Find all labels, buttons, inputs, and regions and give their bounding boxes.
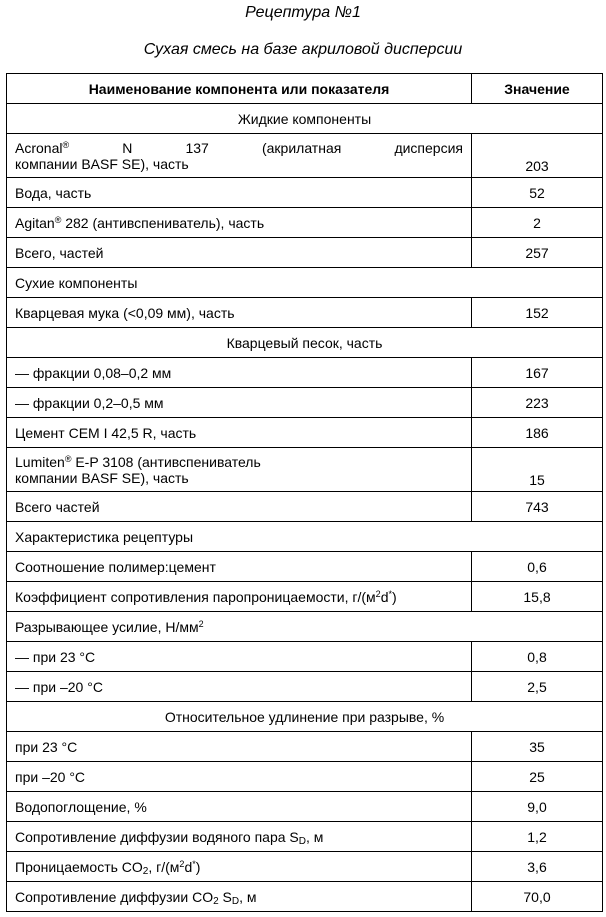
table-row	[7, 418, 603, 448]
row-cement-label: Цемент CEM I 42,5 R, часть	[7, 418, 472, 448]
row-fraction2-label: — фракции 0,2–0,5 мм	[7, 388, 472, 418]
row-fraction1-value: 167	[472, 358, 603, 388]
section-tensile: Разрывающее усилие, $Н/мм^2$	[7, 612, 603, 642]
table-row	[7, 492, 603, 522]
row-elong-m20-label: при –20 °С	[7, 762, 472, 792]
header-component: Наименование компонента или показателя	[7, 74, 472, 104]
row-ratio-label: Соотношение полимер:цемент	[7, 552, 472, 582]
row-water-value: 52	[472, 178, 603, 208]
row-elong-23-value: 35	[472, 732, 603, 762]
section-row	[7, 328, 603, 358]
section-row	[7, 268, 603, 298]
recipe-title: Рецептура №1	[245, 4, 361, 21]
row-water-abs-label: Водопоглощение, %	[7, 792, 472, 822]
table-row	[7, 552, 603, 582]
section-row	[7, 522, 603, 552]
row-fraction2-value: 223	[472, 388, 603, 418]
table-row	[7, 582, 603, 612]
section-row	[7, 612, 603, 642]
recipe-table	[6, 73, 603, 912]
section-row	[7, 702, 603, 732]
row-fraction1-label: — фракции 0,08–0,2 мм	[7, 358, 472, 388]
table-row	[7, 762, 603, 792]
table-row	[7, 238, 603, 268]
table-row	[7, 208, 603, 238]
row-total-parts-label: Всего частей	[7, 492, 472, 522]
row-tensile-m20-label: — при –20 °С	[7, 672, 472, 702]
row-tensile-23-label: — при 23 °С	[7, 642, 472, 672]
row-total-liquid-value: 257	[472, 238, 603, 268]
row-vapor-coef-value: 15,8	[472, 582, 603, 612]
row-total-liquid-label: Всего, частей	[7, 238, 472, 268]
section-characteristics: Характеристика рецептуры	[7, 522, 603, 552]
table-row	[7, 134, 603, 178]
row-lumiten-value: 15	[472, 448, 603, 492]
section-row	[7, 104, 603, 134]
table-row	[7, 792, 603, 822]
table-row	[7, 882, 603, 912]
row-quartz-flour-label: Кварцевая мука (<0,09 мм), часть	[7, 298, 472, 328]
table-row	[7, 642, 603, 672]
row-agitan-value: 2	[472, 208, 603, 238]
header-value: Значение	[472, 74, 603, 104]
table-row	[7, 358, 603, 388]
row-lumiten-label: Lumiten® E-P 3108 (антивспениватель компании BASF SE), часть	[7, 448, 472, 492]
table-row	[7, 448, 603, 492]
table-row	[7, 852, 603, 882]
row-tensile-23-value: 0,8	[472, 642, 603, 672]
table-row	[7, 822, 603, 852]
section-liquid: Жидкие компоненты	[7, 104, 603, 134]
row-cement-value: 186	[472, 418, 603, 448]
row-vapor-coef-label: Коэффициент сопротивления паропроницаемости, $г/(м^2d^*)$	[7, 582, 472, 612]
row-co2-diff-label: Сопротивление диффузии $CO_2$ $S_D$, м	[7, 882, 472, 912]
table-row	[7, 732, 603, 762]
row-vapor-diff-label: Сопротивление диффузии водяного пара $S_D$, м	[7, 822, 472, 852]
row-co2-perm-label: Проницаемость $CO_2$, $г/(м^2d^*)$	[7, 852, 472, 882]
row-elong-23-label: при 23 °С	[7, 732, 472, 762]
recipe-subtitle: Сухая смесь на базе акриловой дисперсии	[143, 41, 463, 58]
row-agitan-label: Agitan® 282 (антивспениватель), часть	[7, 208, 472, 238]
table-row	[7, 672, 603, 702]
table-header-row	[7, 74, 603, 104]
row-water-label: Вода, часть	[7, 178, 472, 208]
row-total-parts-value: 743	[472, 492, 603, 522]
row-acronal-label: Acronal® N 137 (акрилатная дисперсия компании BASF SE), часть	[7, 134, 472, 178]
section-dry: Сухие компоненты	[7, 268, 603, 298]
row-co2-diff-value: 70,0	[472, 882, 603, 912]
row-acronal-value: 203	[472, 134, 603, 178]
row-quartz-flour-value: 152	[472, 298, 603, 328]
row-co2-perm-value: 3,6	[472, 852, 603, 882]
table-row	[7, 178, 603, 208]
row-elong-m20-value: 25	[472, 762, 603, 792]
table-row	[7, 388, 603, 418]
section-elongation: Относительное удлинение при разрыве, %	[7, 702, 603, 732]
row-vapor-diff-value: 1,2	[472, 822, 603, 852]
row-ratio-value: 0,6	[472, 552, 603, 582]
section-sand: Кварцевый песок, часть	[7, 328, 603, 358]
row-water-abs-value: 9,0	[472, 792, 603, 822]
row-tensile-m20-value: 2,5	[472, 672, 603, 702]
table-row	[7, 298, 603, 328]
